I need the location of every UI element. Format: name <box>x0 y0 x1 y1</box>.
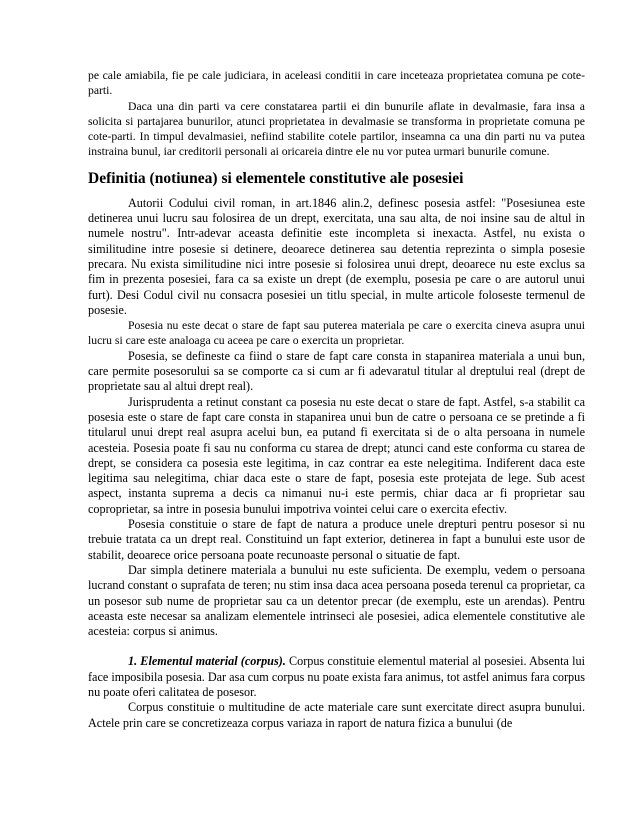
paragraph-9-text: Corpus constituie elementul material al posesiei. Absenta lui face imposibila posesia. Dar asa cum corpus nu poate exista fara animus, tot astfel animus fara corpus nu poate oferi calitatea de posesor. <box>88 654 585 699</box>
paragraph-5: Posesia, se defineste ca fiind o stare de fapt care consta in stapanirea materiala a unui bun, care permite posesorului sa se comporte ca si cum ar fi adevaratul titular al dreptului real (drept de proprietate sau al altui drept real). <box>88 348 585 394</box>
paragraph-3: Autorii Codului civil roman, in art.1846 alin.2, definesc posesia astfel: "Posesiunea este detinerea unui lucru sau folosirea de un drept, exercitata, una sau alta, de noi insine sau de altul in numele nostru". Intr-adevar aceasta definitie este incompleta si inexacta. Astfel, nu exista o similitudine intre posesie si detinere, deoarece detinerea sau detentia reprezinta o simpla posesie precara. Nu exista similitudine nici intre posesie si folosirea unui drept, deoarece nu este exclus sa fim in prezenta posesiei, fara ca sa existe un drept (de exemplu, posesia pe care o are autorul unui furt). Desi Codul civil nu consacra posesiei un titlu special, in multe articole foloseste termenul de posesie. <box>88 195 585 317</box>
paragraph-4: Posesia nu este decat o stare de fapt sau puterea materiala pe care o exercita cineva asupra unui lucru si care este analoaga cu aceea pe care o exercita un proprietar. <box>88 319 585 348</box>
paragraph-10: Corpus constituie o multitudine de acte materiale care sunt exercitate direct asupra bunului. Actele prin care se concretizeaza corpus variaza in raport de natura fizica a bunului (de <box>88 700 585 730</box>
paragraph-1: pe cale amiabila, fie pe cale judiciara, in aceleasi conditii in care inceteaza proprietatea comuna pe cote-parti. <box>88 69 585 98</box>
paragraph-9 <box>88 654 585 700</box>
paragraph-8: Dar simpla detinere materiala a bunului nu este suficienta. De exemplu, vedem o persoana lucrand constant o suprafata de teren; nu stim insa daca acea persoana poseda terenul ca proprietar, ca un posesor sub nume de proprietar sau ca un detentor precar (de exemplu, este un arendas). Pentru aceasta este necesar sa analizam elementele intrinseci ale posesiei, adica elementele constitutive ale acesteia: corpus si animus. <box>88 562 585 639</box>
paragraph-6: Jurisprudenta a retinut constant ca posesia nu este decat o stare de fapt. Astfel, s-a stabilit ca posesia este o stare de fapt care consta in stapanirea unui bun de catre o persoana ce se pretinde a fi titularul unui drept real asupra acelui bun, ea putand fi exercitata si de o alta persoana in numele acesteia. Posesia poate fi sau nu conforma cu starea de drept; atunci cand este conforma cu starea de drept, se considera ca posesia este legitima, in caz contrar ea este nelegitima. Indiferent daca este legitima sau nelegitima, chiar daca este o stare de fapt, posesia este protejata de lege. Sub acest aspect, instanta suprema a decis ca nimanui nu-i este permis, chiar daca ar fi proprietar sau coproprietar, sa intre in posesia bunului impotriva vointei celui care o exercita efectiv. <box>88 394 585 516</box>
section-heading: Definitia (notiunea) si elementele constitutive ale posesiei <box>88 169 464 187</box>
document-body <box>88 68 585 731</box>
paragraph-2: Daca una din parti va cere constatarea partii ei din bunurile aflate in devalmasie, fara insa a solicita si partajarea bunurilor, atunci proprietatea in devalmasie se transforma in proprietate comuna pe cote-parti. In timpul devalmasiei, nefiind stabilite cotele partilor, inseamna ca una din parti nu va putea instraina bunul, iar creditorii personali ai oricareia dintre ele nu vor putea urmari bunurile comune. <box>88 99 585 159</box>
paragraph-spacer <box>88 639 585 654</box>
paragraph-7: Posesia constituie o stare de fapt de natura a produce unele drepturi pentru posesor si nu trebuie tratata ca un drept real. Constituind un fapt exterior, detinerea in fapt a bunului este usor de stabilit, deoarece orice persoana poate recunoaste personal o situatie de fapt. <box>88 517 585 562</box>
subsection-title: 1. Elementul material (corpus). <box>128 654 286 669</box>
